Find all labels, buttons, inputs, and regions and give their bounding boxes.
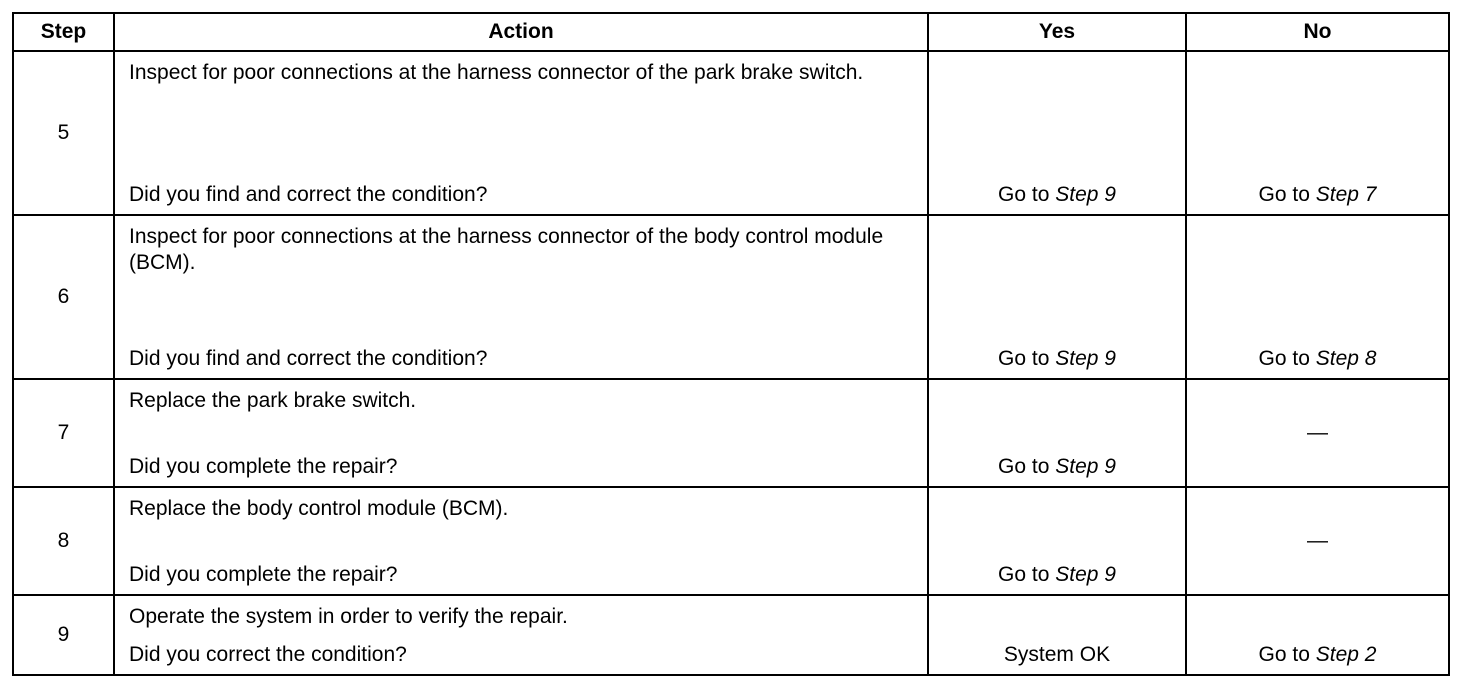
no-prefix: Go to (1258, 183, 1316, 206)
table-row (13, 487, 1449, 595)
no-cell (1186, 215, 1449, 379)
step-number: 6 (13, 215, 114, 379)
yes-cell (928, 487, 1186, 595)
yes-cell: System OK (928, 595, 1186, 675)
header-yes: Yes (928, 13, 1186, 51)
table-row (13, 595, 1449, 675)
action-question: Did you correct the condition? (129, 643, 407, 666)
action-question: Did you complete the repair? (129, 563, 398, 586)
action-cell (114, 51, 928, 215)
table-row (13, 215, 1449, 379)
action-instruction: Replace the body control module (BCM). (129, 497, 509, 520)
action-cell (114, 379, 928, 487)
table-row (13, 379, 1449, 487)
no-step-link[interactable]: Step 8 (1315, 347, 1377, 370)
no-cell-empty: — (1186, 487, 1449, 595)
header-action: Action (114, 13, 928, 51)
action-cell (114, 487, 928, 595)
step-number: 9 (13, 595, 114, 675)
no-prefix: Go to (1258, 643, 1316, 666)
no-cell (1186, 595, 1449, 675)
table-row (13, 51, 1449, 215)
step-number: 5 (13, 51, 114, 215)
action-instruction: Inspect for poor connections at the harness connector of the body control module (BCM). (129, 225, 884, 274)
action-instruction: Inspect for poor connections at the harness connector of the park brake switch. (129, 61, 864, 84)
action-cell (114, 595, 928, 675)
action-question: Did you find and correct the condition? (129, 347, 488, 370)
no-cell (1186, 51, 1449, 215)
no-step-link[interactable]: Step 7 (1315, 183, 1377, 206)
step-number: 7 (13, 379, 114, 487)
header-no: No (1186, 13, 1449, 51)
yes-step-link[interactable]: Step 9 (1055, 183, 1116, 206)
action-instruction: Operate the system in order to verify the repair. (129, 605, 568, 628)
diagnostic-table (12, 12, 1450, 676)
yes-prefix: Go to (998, 183, 1056, 206)
yes-prefix: Go to (998, 455, 1056, 478)
yes-step-link[interactable]: Step 9 (1055, 455, 1116, 478)
action-cell (114, 215, 928, 379)
yes-prefix: Go to (998, 563, 1056, 586)
yes-cell (928, 215, 1186, 379)
header-step: Step (13, 13, 114, 51)
yes-step-link[interactable]: Step 9 (1055, 563, 1116, 586)
no-cell-empty: — (1186, 379, 1449, 487)
action-question: Did you complete the repair? (129, 455, 398, 478)
yes-prefix: Go to (998, 347, 1056, 370)
no-step-link[interactable]: Step 2 (1315, 643, 1377, 666)
no-prefix: Go to (1258, 347, 1316, 370)
yes-step-link[interactable]: Step 9 (1055, 347, 1116, 370)
header-row (13, 13, 1449, 51)
yes-cell (928, 51, 1186, 215)
yes-cell (928, 379, 1186, 487)
step-number: 8 (13, 487, 114, 595)
action-question: Did you find and correct the condition? (129, 183, 488, 206)
action-instruction: Replace the park brake switch. (129, 389, 417, 412)
